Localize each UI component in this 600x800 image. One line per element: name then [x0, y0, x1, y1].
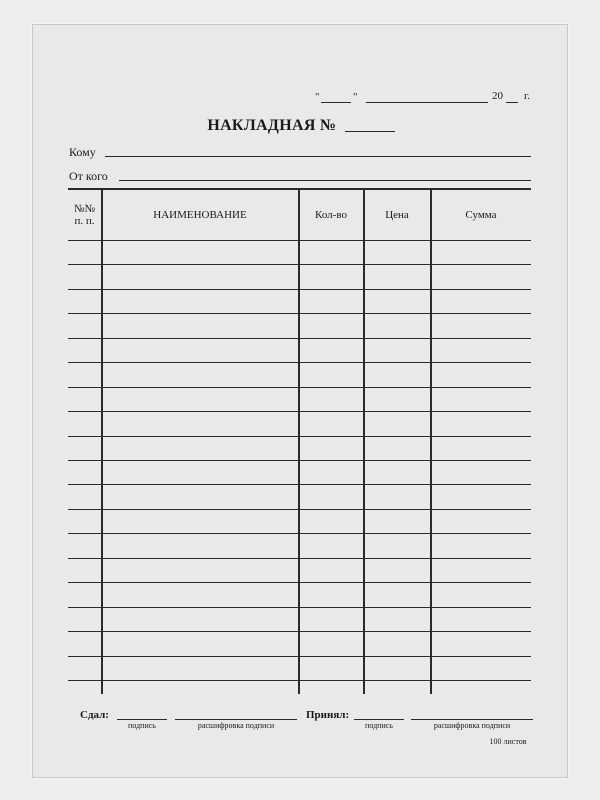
table-row-line: [68, 582, 531, 583]
from-field-line[interactable]: [119, 180, 531, 181]
table-row-line: [68, 436, 531, 437]
table-row-line: [68, 607, 531, 608]
date-open-quote: ": [315, 91, 320, 103]
table-row-line: [68, 313, 531, 314]
table-row-line: [68, 411, 531, 412]
table-row-line: [68, 289, 531, 290]
table-row-line: [68, 484, 531, 485]
table-row-line: [68, 509, 531, 510]
table-rows: [33, 25, 569, 779]
column-header-price: Цена: [385, 209, 409, 221]
column-header-sum: Сумма: [465, 209, 497, 221]
received-signature-caption: подпись: [365, 721, 393, 730]
document-title-text: НАКЛАДНАЯ №: [207, 117, 337, 134]
date-year-prefix: 20: [492, 90, 503, 102]
handed-signature-caption: подпись: [128, 721, 156, 730]
column-divider-3: [363, 188, 365, 694]
table-row-line: [68, 631, 531, 632]
table-row-line: [68, 387, 531, 388]
column-header-name: НАИМЕНОВАНИЕ: [153, 209, 247, 221]
handed-decode-line[interactable]: [175, 719, 297, 720]
table-row-line: [68, 338, 531, 339]
handed-label: Сдал:: [80, 709, 109, 721]
table-row-line: [68, 656, 531, 657]
column-divider-4: [430, 188, 432, 694]
date-year-suffix: г.: [524, 90, 531, 102]
date-month-blank[interactable]: [366, 102, 488, 103]
table-row-line: [68, 558, 531, 559]
handed-signature-line[interactable]: [117, 719, 167, 720]
table-top-border: [68, 188, 531, 190]
invoice-form-sheet: [32, 24, 568, 778]
column-divider-2: [298, 188, 300, 694]
received-signature-line[interactable]: [354, 719, 404, 720]
column-header-number: [68, 203, 101, 227]
invoice-number-blank[interactable]: [345, 117, 395, 132]
table-row-line: [68, 362, 531, 363]
handed-decode-caption: расшифровка подписи: [197, 721, 275, 730]
date-day-blank[interactable]: [321, 102, 351, 103]
table-row-line: [68, 680, 531, 681]
date-year-blank[interactable]: [506, 102, 518, 103]
received-label: Принял:: [306, 709, 350, 721]
column-header-quantity: Кол-во: [315, 209, 347, 221]
document-title: [33, 117, 569, 135]
to-field-line[interactable]: [105, 156, 531, 157]
received-decode-line[interactable]: [411, 719, 533, 720]
column-header-number-line2: п. п.: [74, 215, 95, 227]
received-decode-caption: расшифровка подписи: [433, 721, 511, 730]
table-row-line: [68, 533, 531, 534]
from-label: От кого: [69, 169, 108, 183]
to-label: Кому: [69, 145, 96, 159]
table-row-line: [68, 264, 531, 265]
date-close-quote: ": [353, 91, 358, 103]
table-row-line: [68, 460, 531, 461]
sheets-count-note: 100 листов: [489, 737, 527, 746]
column-divider-1: [101, 188, 103, 694]
column-header-number-line1: №№: [74, 203, 95, 215]
table-header-bottom-border: [68, 240, 531, 241]
